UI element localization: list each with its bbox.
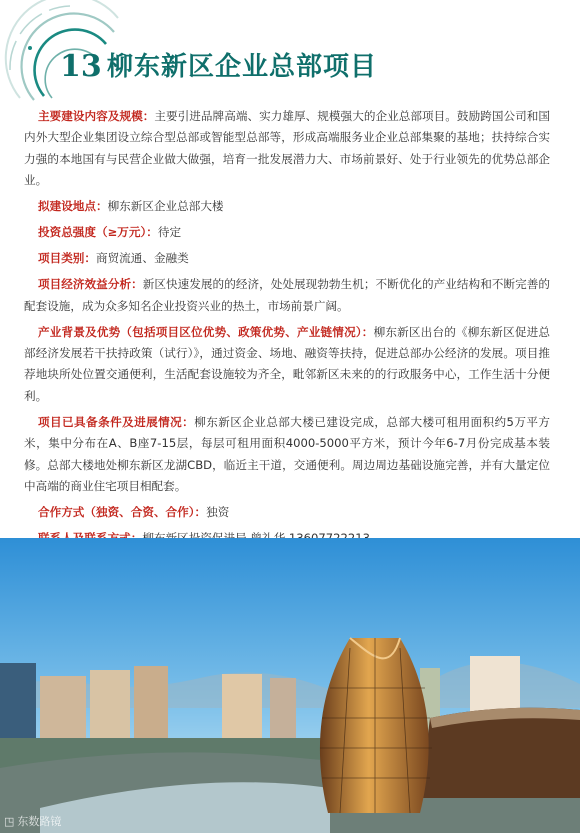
section-text: 新区快速发展的的经济，处处展现勃勃生机；不断优化的产业结构和不断完善的配套设施，成为众多知名企业投资兴业的热土，市场前景广阔。: [24, 277, 550, 313]
section-investment: [0, 222, 580, 243]
page-title: 柳东新区企业总部项目: [107, 52, 378, 82]
section-text: 待定: [157, 225, 182, 240]
section-cooperation: [0, 502, 580, 523]
section-text: 柳东新区企业总部大楼: [107, 199, 224, 214]
section-text: 独资: [206, 505, 230, 520]
section-background: [0, 322, 580, 408]
section-label: 项目类别：: [38, 251, 96, 266]
section-label: 产业背景及优势（包括项目区位优势、政策优势、产业链情况）：: [38, 324, 374, 339]
section-progress: [0, 412, 580, 498]
section-label: 投资总强度（≥万元）：: [38, 225, 158, 240]
headquarters-building-photo: [0, 538, 580, 833]
section-text: 商贸流通、金融类: [95, 251, 189, 266]
section-main-content: [0, 106, 580, 192]
city-skyline-illustration: [0, 538, 580, 833]
section-category: [0, 248, 580, 269]
section-text: 柳东新区出台的《柳东新区促进总部经济发展若干扶持政策（试行）》，通过资金、场地、融资等扶持，促进总部办公经济的发展。项目推荐地块所处位置交通便利，生活配套设施较为齐全，毗邻新区未来的的行政服务中心，工作生活十分便利。: [24, 324, 550, 403]
section-location: [0, 196, 580, 217]
page-header: [0, 0, 580, 105]
watermark-text: 东数路镜: [17, 815, 62, 828]
section-text: 柳东新区企业总部大楼已建设完成，总部大楼可租用面积约5万平方米，集中分布在A、B座7-15层，每层可租用面积4000-5000平方米，预计今年6-7月份完成基本装修。总部大楼地处柳东新区龙湖CBD，临近主干道，交通便利。周边周边基础设施完善，并有大量定位中高端的商业住宅项目相配套。: [24, 414, 550, 494]
section-text: 主要引进品牌高端、实力雄厚、规模强大的企业总部项目。鼓励跨国公司和国内外大型企业集团设立综合型总部或智能型总部等，形成高端服务业企业总部集聚的基地；扶持综合实力强的本地国有与民营企业做大做强，培育一批发展潜力大、市场前景好、处于行业领先的优势总部企业。: [24, 109, 550, 188]
section-label: 合作方式（独资、合资、合作）：: [38, 505, 207, 520]
watermark: [4, 813, 61, 829]
section-label: 拟建设地点：: [38, 199, 108, 214]
section-economic-analysis: [0, 274, 580, 317]
section-label: 项目经济效益分析：: [38, 277, 143, 292]
project-number: 13: [60, 49, 102, 84]
watermark-logo-icon: ◳: [4, 814, 15, 828]
project-details: [0, 106, 580, 554]
section-label: 项目已具备条件及进展情况：: [38, 414, 195, 429]
section-label: 主要建设内容及规模：: [38, 109, 155, 123]
